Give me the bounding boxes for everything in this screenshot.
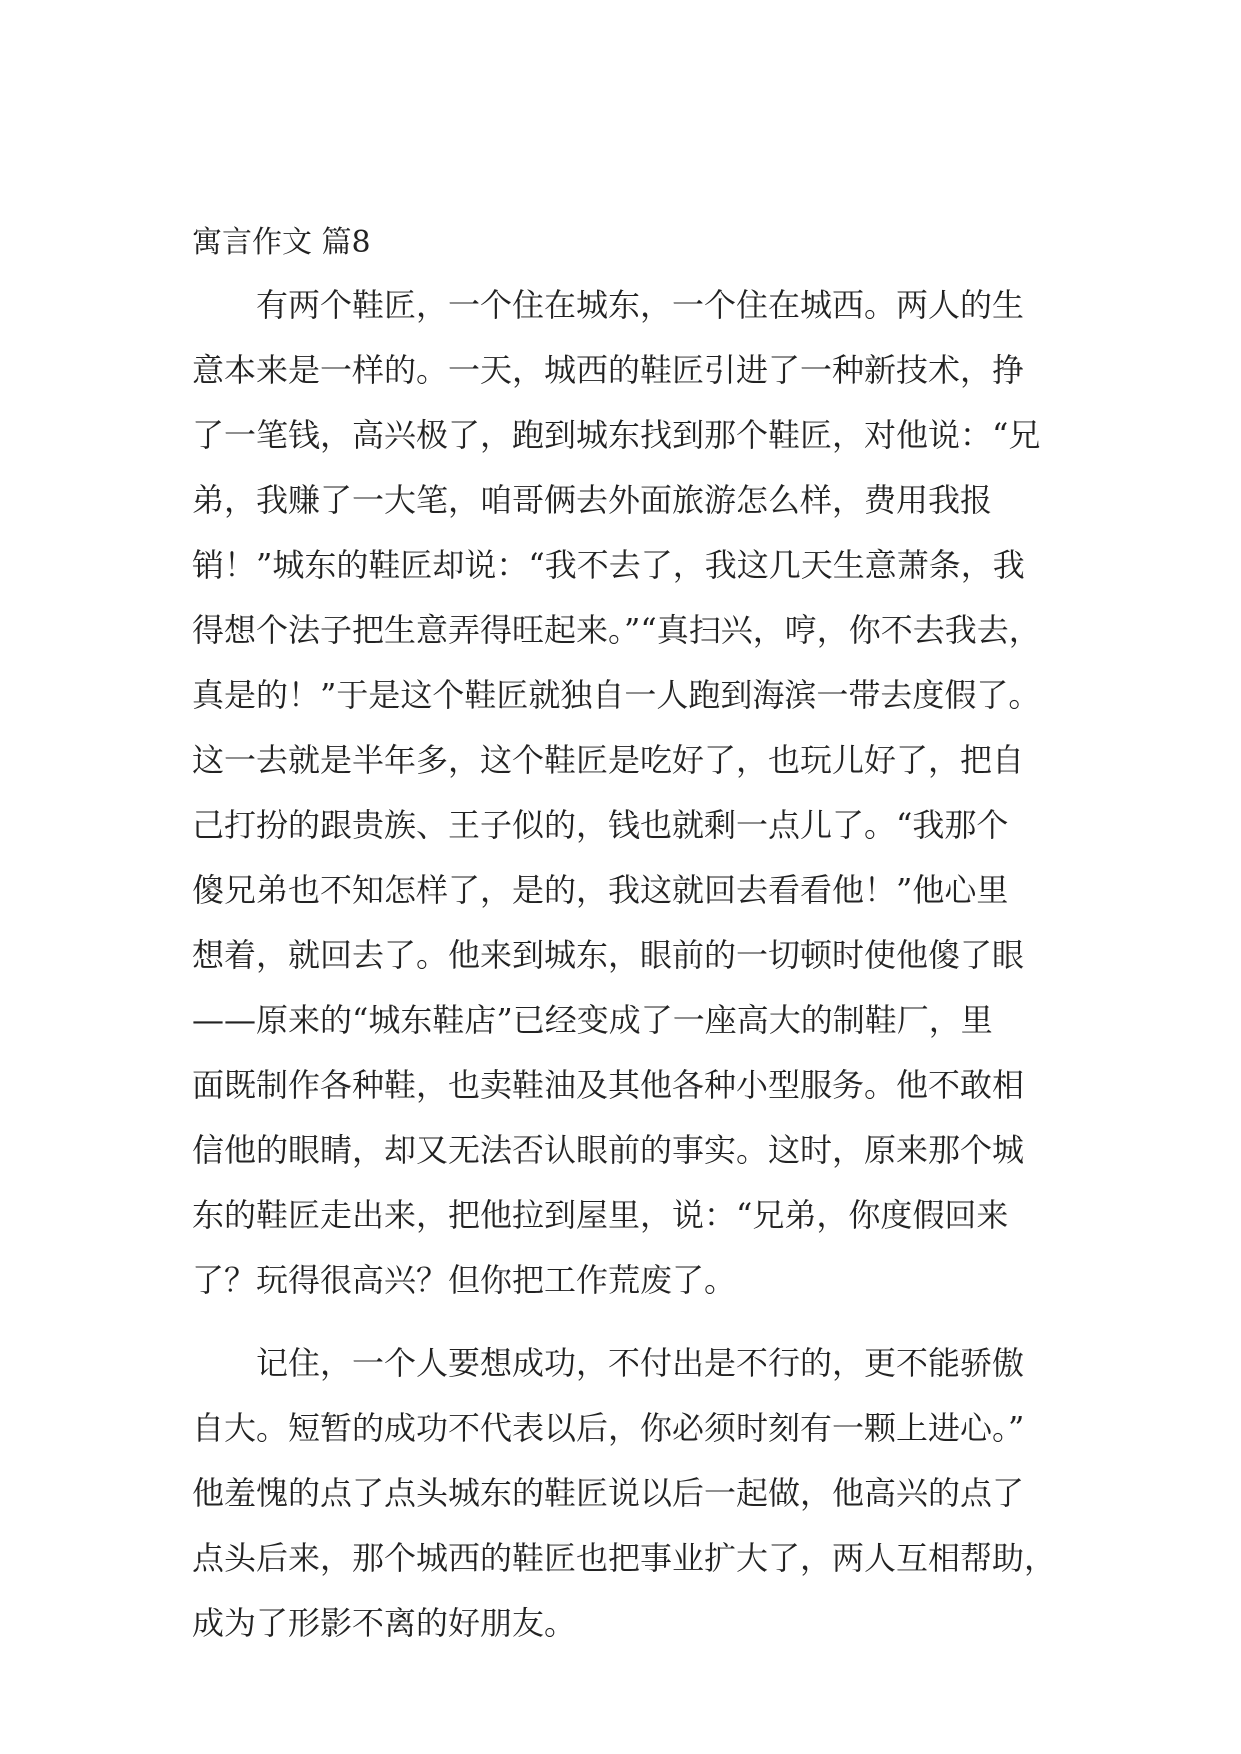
text-line: 点头后来，那个城西的鞋匠也把事业扩大了，两人互相帮助， (192, 1539, 1057, 1577)
text-line: 了？玩得很高兴？但你把工作荒废了。 (192, 1261, 737, 1299)
text-line: 信他的眼睛，却又无法否认眼前的事实。这时，原来那个城 (192, 1131, 1025, 1169)
text-line: 意本来是一样的。一天，城西的鞋匠引进了一种新技术，挣 (192, 351, 1025, 389)
text-line: 这一去就是半年多，这个鞋匠是吃好了，也玩儿好了，把自 (192, 741, 1025, 779)
text-line: 了一笔钱，高兴极了，跑到城东找到那个鞋匠，对他说：“兄 (192, 416, 1041, 454)
paragraph-spacer (192, 1313, 1047, 1331)
document-body (192, 213, 1057, 1656)
text-line: 成为了形影不离的好朋友。 (192, 1604, 577, 1642)
text-line: ——原来的“城东鞋店”已经变成了一座高大的制鞋厂，里 (192, 1001, 993, 1039)
text-line: 想着，就回去了。他来到城东，眼前的一切顿时使他傻了眼 (192, 936, 1025, 974)
text-line: 他羞愧的点了点头城东的鞋匠说以后一起做，他高兴的点了 (192, 1474, 1025, 1512)
text-line: 记住，一个人要想成功，不付出是不行的，更不能骄傲 (192, 1344, 1025, 1382)
text-line: 有两个鞋匠，一个住在城东，一个住在城西。两人的生 (192, 286, 1025, 324)
text-line: 真是的！”于是这个鞋匠就独自一人跑到海滨一带去度假了。 (192, 676, 1041, 714)
text-line: 自大。短暂的成功不代表以后，你必须时刻有一颗上进心。” (192, 1409, 1025, 1447)
paragraph-list (192, 273, 1057, 1656)
text-line: 东的鞋匠走出来，把他拉到屋里，说：“兄弟，你度假回来 (192, 1196, 1009, 1234)
text-line: 得想个法子把生意弄得旺起来。”“真扫兴，哼，你不去我去， (192, 611, 1041, 649)
paragraph (192, 273, 1047, 1313)
document-title: 寓言作文 篇8 (192, 225, 371, 260)
text-line: 面既制作各种鞋，也卖鞋油及其他各种小型服务。他不敢相 (192, 1066, 1025, 1104)
text-line: 销！”城东的鞋匠却说：“我不去了，我这几天生意萧条，我 (192, 546, 1025, 584)
text-line: 己打扮的跟贵族、王子似的，钱也就剩一点儿了。“我那个 (192, 806, 1009, 844)
text-line: 傻兄弟也不知怎样了，是的，我这就回去看看他！”他心里 (192, 871, 1009, 909)
text-line: 弟，我赚了一大笔，咱哥俩去外面旅游怎么样，费用我报 (192, 481, 993, 519)
paragraph (192, 1331, 1057, 1656)
